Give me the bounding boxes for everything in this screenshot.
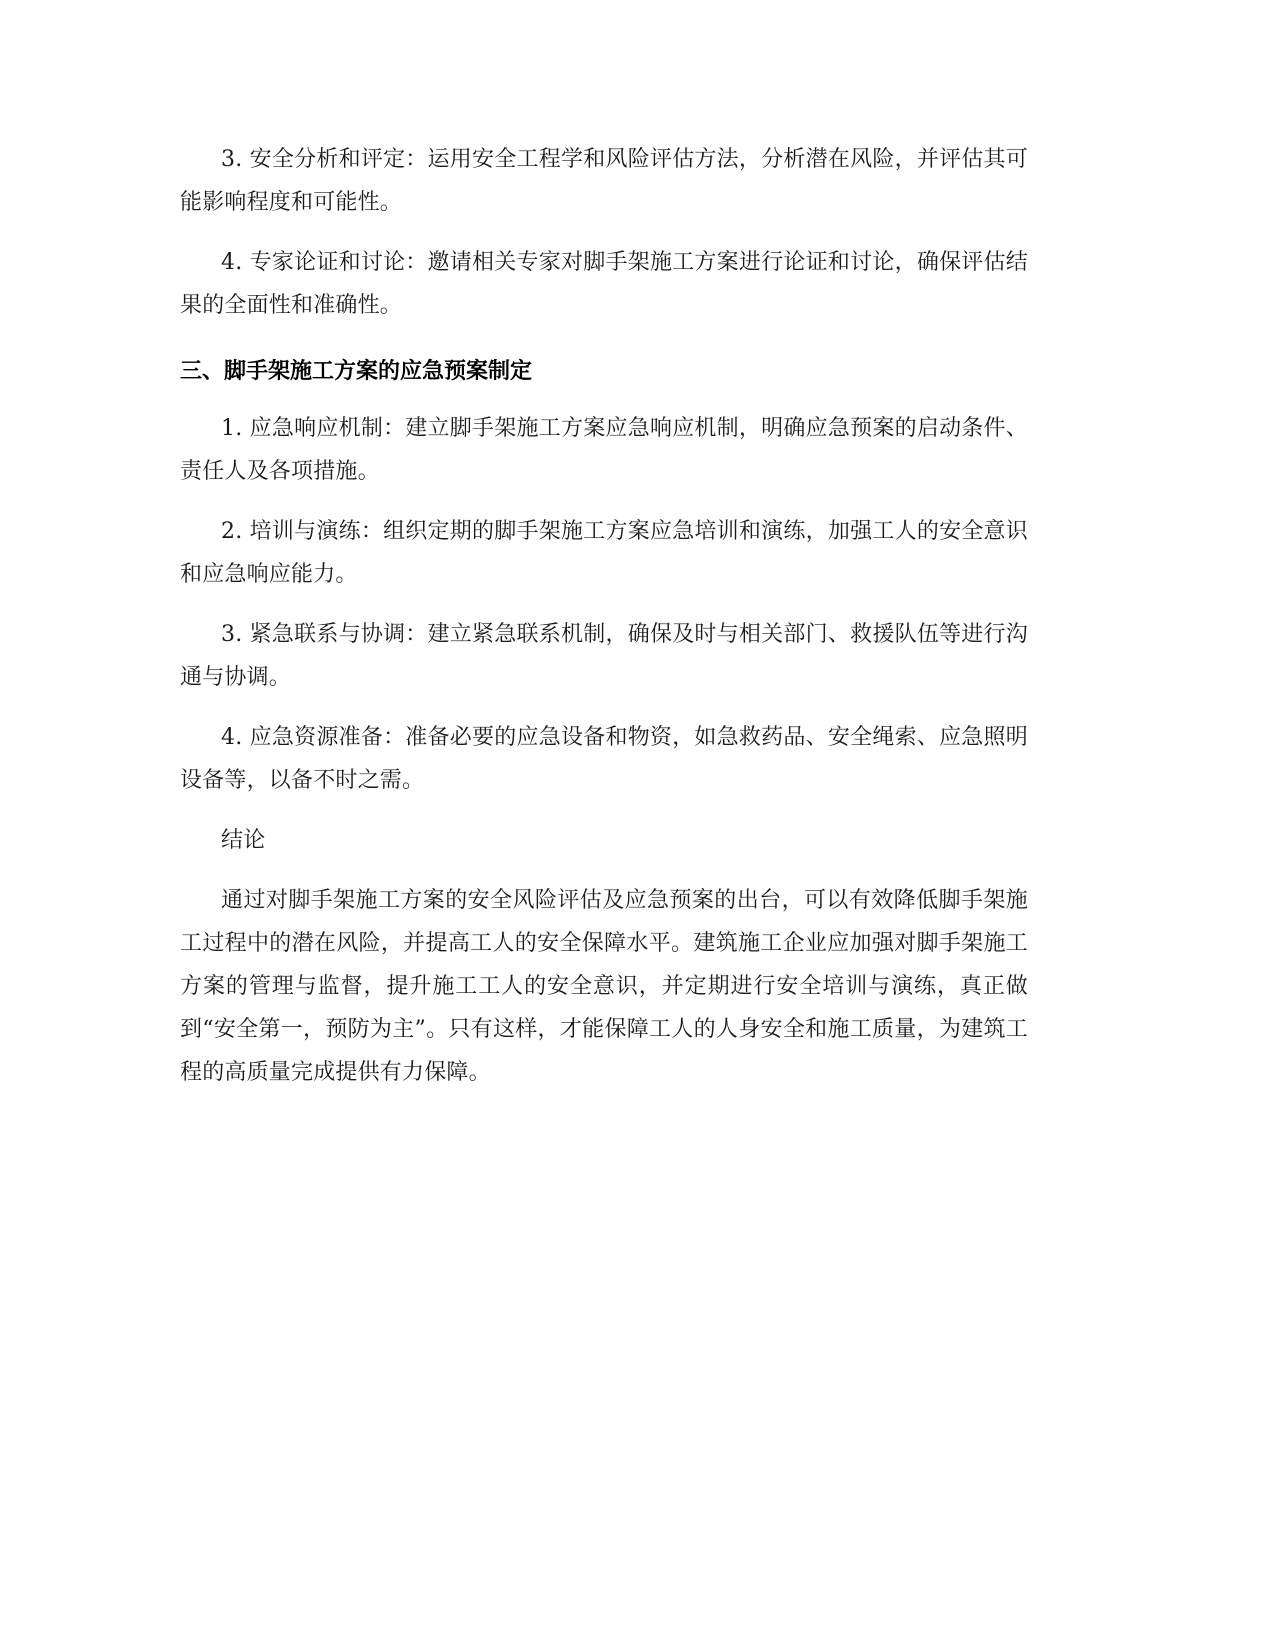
document-body: [180, 138, 1028, 1094]
paragraph-expert-review: 4. 专家论证和讨论：邀请相关专家对脚手架施工方案进行论证和讨论，确保评估结果的全面性和准确性。: [180, 250, 1028, 318]
paragraph-emergency-contact: 3. 紧急联系与协调：建立紧急联系机制，确保及时与相关部门、救援队伍等进行沟通与协调。: [180, 622, 1028, 690]
paragraph-resource-preparation: 4. 应急资源准备：准备必要的应急设备和物资，如急救药品、安全绳索、应急照明设备等，以备不时之需。: [180, 725, 1028, 793]
paragraph-safety-analysis: 3. 安全分析和评定：运用安全工程学和风险评估方法，分析潜在风险，并评估其可能影响程度和可能性。: [180, 147, 1028, 215]
conclusion-title: 结论: [221, 828, 266, 853]
paragraph-training-drills: 2. 培训与演练：组织定期的脚手架施工方案应急培训和演练，加强工人的安全意识和应急响应能力。: [180, 519, 1028, 587]
conclusion-text: 通过对脚手架施工方案的安全风险评估及应急预案的出台，可以有效降低脚手架施工过程中的潜在风险，并提高工人的安全保障水平。建筑施工企业应加强对脚手架施工方案的管理与监督，提升施工工人的安全意识，并定期进行安全培训与演练，真正做到“安全第一，预防为主”。只有这样，才能保障工人的人身安全和施工质量，为建筑工程的高质量完成提供有力保障。: [180, 888, 1028, 1085]
section-heading: 三、脚手架施工方案的应急预案制定: [180, 359, 533, 384]
paragraph-response-mechanism: 1. 应急响应机制：建立脚手架施工方案应急响应机制，明确应急预案的启动条件、责任人及各项措施。: [180, 416, 1028, 484]
